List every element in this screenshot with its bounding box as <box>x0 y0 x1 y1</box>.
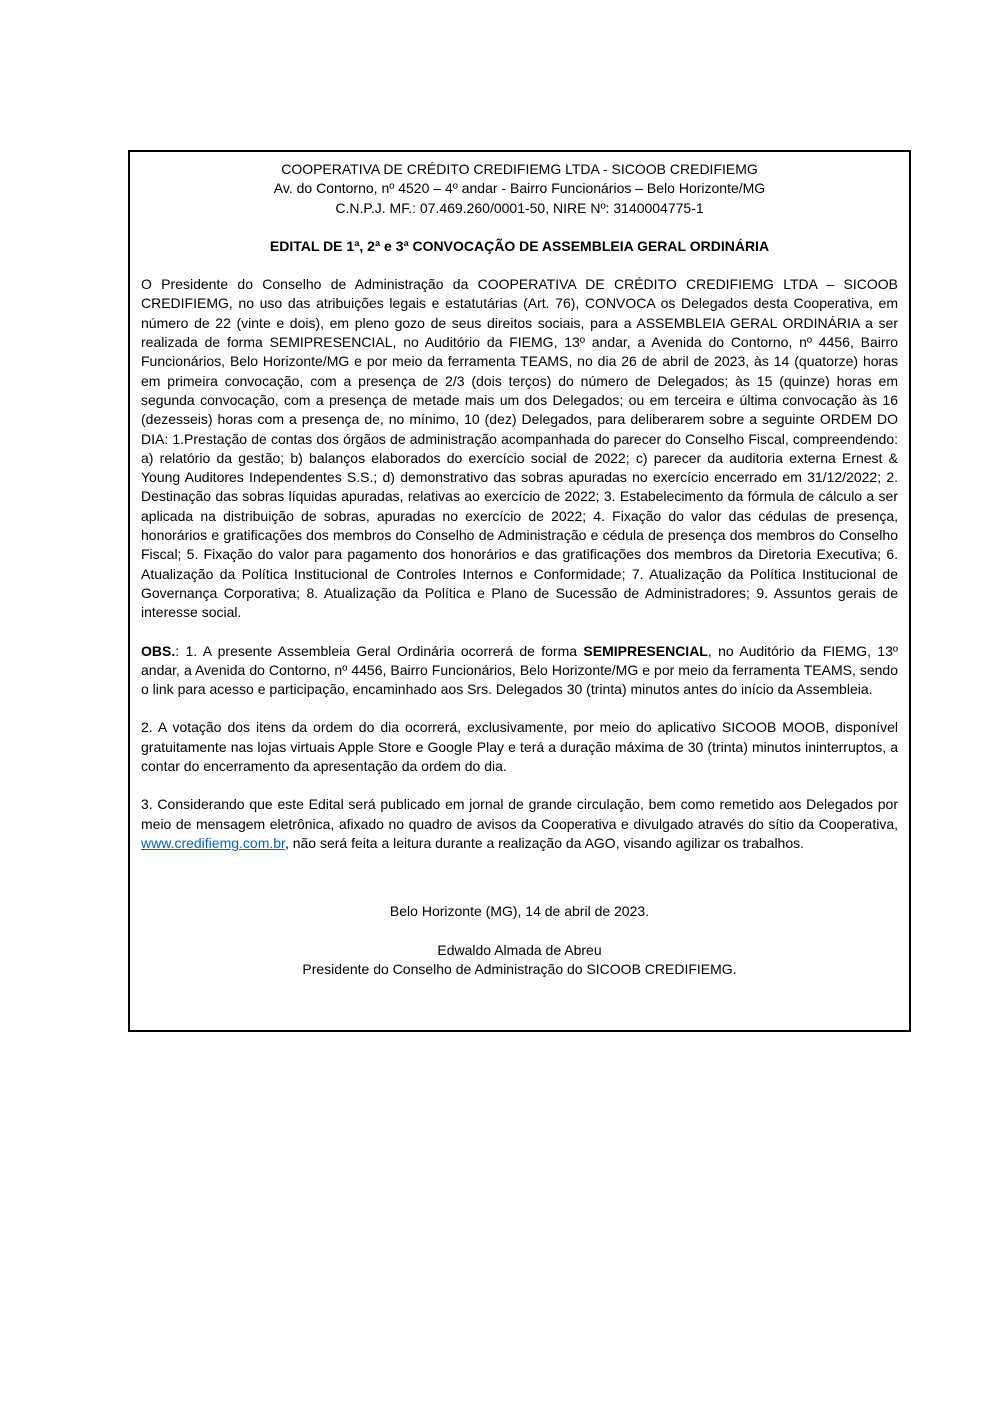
document-title: EDITAL DE 1ª, 2ª e 3ª CONVOCAÇÃO DE ASSEMBLEIA GERAL ORDINÁRIA <box>269 237 770 254</box>
company-name: COOPERATIVA DE CRÉDITO CREDIFIEMG LTDA - SICOOB CREDIFIEMG <box>281 161 758 177</box>
date-line: Belo Horizonte (MG), 14 de abril de 2023. <box>389 903 650 920</box>
obs-label: OBS. <box>141 642 176 659</box>
paragraph-obs <box>141 642 898 700</box>
publication-text-1: 3. Considerando que este Edital será publicado em jornal de grande circulação, bem como remetido aos Delegados por meio de mensagem eletrônica, afixado no quadro de avisos da Cooperativa e divulgado através do sítio da Cooperativa, <box>141 796 898 832</box>
company-address: Av. do Contorno, nº 4520 – 4º andar - Bairro Funcionários – Belo Horizonte/MG <box>273 180 766 197</box>
obs-bold-semipresencial: SEMIPRESENCIAL <box>583 642 708 659</box>
paragraph-convocation: O Presidente do Conselho de Administração da COOPERATIVA DE CRÉDITO CREDIFIEMG LTDA – SICOOB CREDIFIEMG, no uso das atribuições legais e estatutárias (Art. 76), CONVOCA os Delegados desta Cooperativa, em número de 22 (vinte e dois), em pleno gozo de seus direitos sociais, para a ASSEMBLEIA GERAL ORDINÁRIA a ser realizada de forma SEMIPRESENCIAL, no Auditório da FIEMG, 13º andar, a Avenida do Contorno, nº 4456, Bairro Funcionários, Belo Horizonte/MG e por meio da ferramenta TEAMS, no dia 26 de abril de 2023, às 14 (quatorze) horas em primeira convocação, com a presença de 2/3 (dois terços) do número de Delegados; às 15 (quinze) horas em segunda convocação, com a presença de metade mais um dos Delegados; ou em terceira e última convocação às 16 (dezesseis) horas com a presença de, no mínimo, 10 (dez) Delegados, para deliberarem sobre a seguinte ORDEM DO DIA: 1.Prestação de contas dos órgãos de administração acompanhada do parecer do Conselho Fiscal, compreendendo: a) relatório da gestão; b) balanços elaborados do exercício social de 2022; c) parecer da auditoria externa Ernest & Young Auditores Independentes S.S.; d) demonstrativo das sobras apuradas no exercício encerrado em 31/12/2022; 2. Destinação das sobras líquidas apuradas, relativas ao exercício de 2022; 3. Estabelecimento da fórmula de cálculo a ser aplicada na distribuição de sobras, apuradas no exercício de 2022; 4. Fixação do valor das cédulas de presença, honorários e gratificações dos membros do Conselho de Administração e cédula de presença dos membros do Conselho Fiscal; 5. Fixação do valor para pagamento dos honorários e das gratificações dos membros da Diretoria Executiva; 6. Atualização da Política Institucional de Controles Internos e Conformidade; 7. Atualização da Política Institucional de Governança Corporativa; 8. Atualização da Política e Plano de Sucessão de Administradores; 9. Assuntos gerais de interesse social. <box>141 276 898 621</box>
signature-name: Edwaldo Almada de Abreu <box>437 941 602 958</box>
paragraph-publication <box>141 795 898 853</box>
obs-text-2: , no Auditório da FIEMG, 13º andar, a Avenida do Contorno, nº 4456, Bairro Funcionários, Belo Horizonte/MG e por meio da ferramenta TEAMS, sendo o link para acesso e participação, encaminhado aos Srs. Delegados 30 (trinta) minutos antes do início da Assembleia. <box>141 642 898 698</box>
publication-text-2: , não será feita a leitura durante a realização da AGO, visando agilizar os trabalhos. <box>284 834 805 851</box>
signature-title: Presidente do Conselho de Administração do SICOOB CREDIFIEMG. <box>302 960 737 977</box>
credifiemg-link[interactable]: www.credifiemg.com.br <box>141 834 285 851</box>
paragraph-voting: 2. A votação dos itens da ordem do dia ocorrerá, exclusivamente, por meio do aplicativo SICOOB MOOB, disponível gratuitamente nas lojas virtuais Apple Store e Google Play e terá a duração máxima de 30 (trinta) minutos ininterruptos, a contar do encerramento da apresentação da ordem do dia. <box>141 719 898 775</box>
document-frame <box>128 150 911 1032</box>
company-registration: C.N.P.J. MF.: 07.469.260/0001-50, NIRE Nº: 3140004775-1 <box>335 199 704 216</box>
obs-text-1: : 1. A presente Assembleia Geral Ordinária ocorrerá de forma <box>175 642 584 659</box>
